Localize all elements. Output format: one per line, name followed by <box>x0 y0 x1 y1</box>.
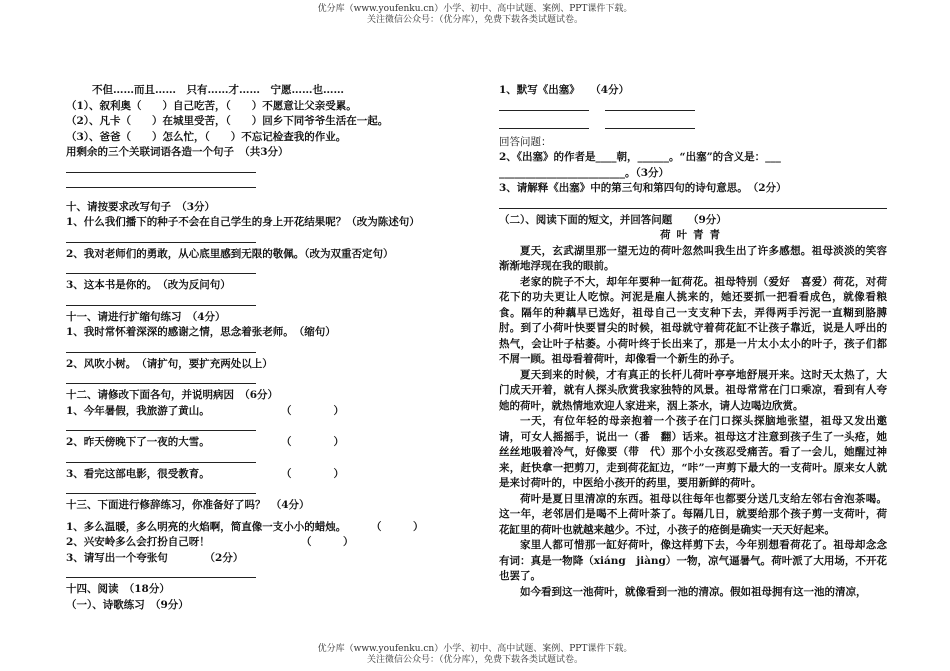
item-text: 3、看完这部电影，很受教育。 <box>66 467 210 480</box>
answer-line[interactable] <box>66 297 256 306</box>
conjunction-item-2: （2）、凡卡（ ）在城里受苦，（ ）回乡下同爷爷生活在一起。 <box>66 115 389 127</box>
answer-line[interactable] <box>499 120 589 129</box>
poem-lines-row <box>499 117 887 135</box>
question-2-line-1: 2、《出塞》的作者是____朝，______。“出塞”的含义是：___ <box>499 151 781 163</box>
article-title: 荷叶青青 <box>660 229 726 241</box>
section-10-item-3: 3、这本书是你的。 （改为反问句） <box>66 279 231 291</box>
section-12-item-2 <box>66 435 411 451</box>
section-13-item-2 <box>66 535 411 551</box>
article-paragraph-2: 老家的院子不大，却年年要种一缸荷花。祖母特别（爱好 喜爱）荷花，对荷花下的功夫更让人吃惊。河泥是雇人挑来的，她还要抓一把看看成色，就像看粮食。隔年的种藕早已选好，祖母自己一支支种下去，弄得两手污泥一直糊到胳膊肘。到了小荷叶快要冒尖的时候，祖母就守着荷花缸不让孩子靠近，说是人呼出的热气，会让叶子枯萎。小荷叶终于长出来了，那是一片太小太小的叶子，孩子们都不屑一顾。祖母看着荷叶，却像看一个新生的孙子。 <box>499 275 887 365</box>
page-header <box>0 4 950 26</box>
conjunction-item-3: （3）、爸爸（ ）怎么忙，（ ）不忘记检查我的作业。 <box>66 130 347 143</box>
answer-line[interactable] <box>605 120 695 129</box>
article-paragraph-5: 荷叶是夏日里清凉的东西。祖母以往每年也都要分送几支给左邻右舍泡茶喝。这一年，老邻居们是喝不上荷叶茶了。每隔几日，就要给那个孩子剪一支荷叶，荷花缸里的荷叶也就越来越少。不过，小孩子的疮倒是确实一天天好起来。 <box>499 492 887 536</box>
item-text: 1、多么温暖，多么明亮的火焰啊，简直像一支小小的蜡烛。 <box>66 520 347 533</box>
section-10-item-1: 1、什么我们播下的种子不会在自己学生的身上开花结果呢？（改为陈述句） <box>66 216 420 228</box>
footer-line-1: 优分库（www.youfenku.cn）小学、初中、高中试题、案例、PPT课件下载。 <box>317 644 633 654</box>
answer-line[interactable] <box>66 422 256 431</box>
conjunction-item-1: （1）、叙利奥（ ）自己吃苦，（ ）不愿意让父亲受累。 <box>66 99 357 112</box>
answer-line[interactable] <box>605 102 695 111</box>
answer-line[interactable] <box>66 485 256 494</box>
answer-line[interactable] <box>66 164 256 173</box>
section-11-item-2: 2、风吹小树。 （请扩句，要扩充两处以上） <box>66 357 273 370</box>
question-3: 3、请解释《出塞》中的第三句和第四句的诗句意思。 （2分） <box>499 182 787 194</box>
answer-line[interactable] <box>66 375 256 384</box>
article-paragraph-6: 家里人都可惜那一缸好荷叶，像这样剪下去，今年别想看荷花了。祖母却念念有词：真是一物降（xiáng jiàng）一物，凉气逼暑气。荷叶派了大用场，不开花也罢了。 <box>499 539 887 582</box>
answer-line[interactable] <box>66 234 256 243</box>
left-column <box>66 83 424 613</box>
section-14-subtitle: （一）、诗歌练习 （9分） <box>66 598 189 611</box>
page-footer <box>0 644 950 666</box>
section-12-item-3 <box>66 467 411 483</box>
section-10-title: 十、请按要求改写句子 （3分） <box>66 200 216 213</box>
article-paragraph-7: 如今看到这一池荷叶，就像看到一池的清凉。假如祖母拥有这一池的清凉， <box>520 585 867 598</box>
section-13-item-1 <box>66 520 424 536</box>
article-paragraph-4: 一天，有位年轻的母亲抱着一个孩子在门口探头探脑地张望，祖母又发出邀请，可女人摇摇手，说出一（番 翻）话来。祖母这才注意到孩子生了一头疮，她丝丝地吸着冷气，好像要（带 代）那个小女孩忍受痛苦。看了一会儿，她醒过神来，赶快拿一把剪刀，走到荷花缸边，“咔”一声剪下最大的一支荷叶。原来女人就是来讨荷叶的，中医给小孩开的药里，要用新鲜的荷叶。 <box>499 415 887 489</box>
answer-label: 回答问题： <box>499 135 552 148</box>
part-2-title: （二）、阅读下面的短文，并回答问题 （9分） <box>499 213 727 226</box>
section-14-title: 十四、阅读 （18分） <box>66 583 170 595</box>
section-12-item-1 <box>66 404 411 420</box>
right-column <box>499 83 887 600</box>
section-13-title: 十三、下面进行修辞练习，你准备好了吗？ （4分） <box>66 499 310 511</box>
section-11-title: 十一、请进行扩缩句练习 （4分） <box>66 310 226 323</box>
answer-line[interactable] <box>499 200 887 209</box>
answer-line[interactable] <box>66 265 256 274</box>
answer-line[interactable] <box>66 569 256 578</box>
rhetoric-paren[interactable]: （ ） <box>301 536 354 548</box>
conjunction-options: 不但……而且…… 只有……才…… 宁愿……也…… <box>92 84 344 96</box>
item-text: 2、兴安岭多么会打扮自己呀！ <box>66 536 210 548</box>
answer-line[interactable] <box>66 454 256 463</box>
section-12-title: 十二、请修改下面各句，并说明病因 （6分） <box>66 389 279 401</box>
item-text: 1、今年暑假，我旅游了黄山。 <box>66 404 210 417</box>
item-text: 2、昨天傍晚下了一夜的大雪。 <box>66 436 210 448</box>
answer-line[interactable] <box>66 344 256 353</box>
header-line-2: 关注微信公众号：（优分库），免费下载各类试题试卷。 <box>366 15 583 25</box>
header-line-1: 优分库（www.youfenku.cn）小学、初中、高中试题、案例、PPT课件下载。 <box>317 4 633 14</box>
poem-lines-row <box>499 99 887 117</box>
question-1: 1、默写《出塞》 （4分） <box>499 84 630 96</box>
answer-line[interactable] <box>499 102 589 111</box>
article-paragraph-3: 夏天到来的时候，才有真正的长杆儿荷叶亭亭地舒展开来。这时天太热了，大门成天开着，就有人探头欣赏我家独特的风景。祖母常常在门口乘凉，看到有人夸她的荷叶，就热情地欢迎人家进来，洇上茶水，请人边喝边欣赏。 <box>499 368 887 412</box>
reason-paren[interactable]: （ ） <box>281 436 344 448</box>
answer-line[interactable] <box>66 179 256 188</box>
reason-paren[interactable]: （ ） <box>281 467 344 480</box>
conjunction-task: 用剩余的三个关联词语各造一个句子 （共3分） <box>66 146 289 158</box>
section-11-item-1: 1、我时常怀着深深的感谢之情，思念着张老师。 （缩句） <box>66 326 336 338</box>
section-10-item-2: 2、我对老师们的勇敢，从心底里感到无限的敬佩。（改为双重否定句） <box>66 247 394 260</box>
section-13-item-3: 3、请写出一个夸张句 （2分） <box>66 551 244 564</box>
article-paragraph-1: 夏天，玄武湖里那一望无边的荷叶忽然叫我生出了许多感想。祖母淡淡的笑容渐渐地浮现在我的眼前。 <box>499 244 887 272</box>
reason-paren[interactable]: （ ） <box>281 404 344 417</box>
footer-line-2: 关注微信公众号：（优分库），免费下载各类试题试卷。 <box>366 655 583 665</box>
question-2-line-2: ________________________。（3分） <box>499 166 670 179</box>
rhetoric-paren[interactable]: （ ） <box>371 520 424 533</box>
